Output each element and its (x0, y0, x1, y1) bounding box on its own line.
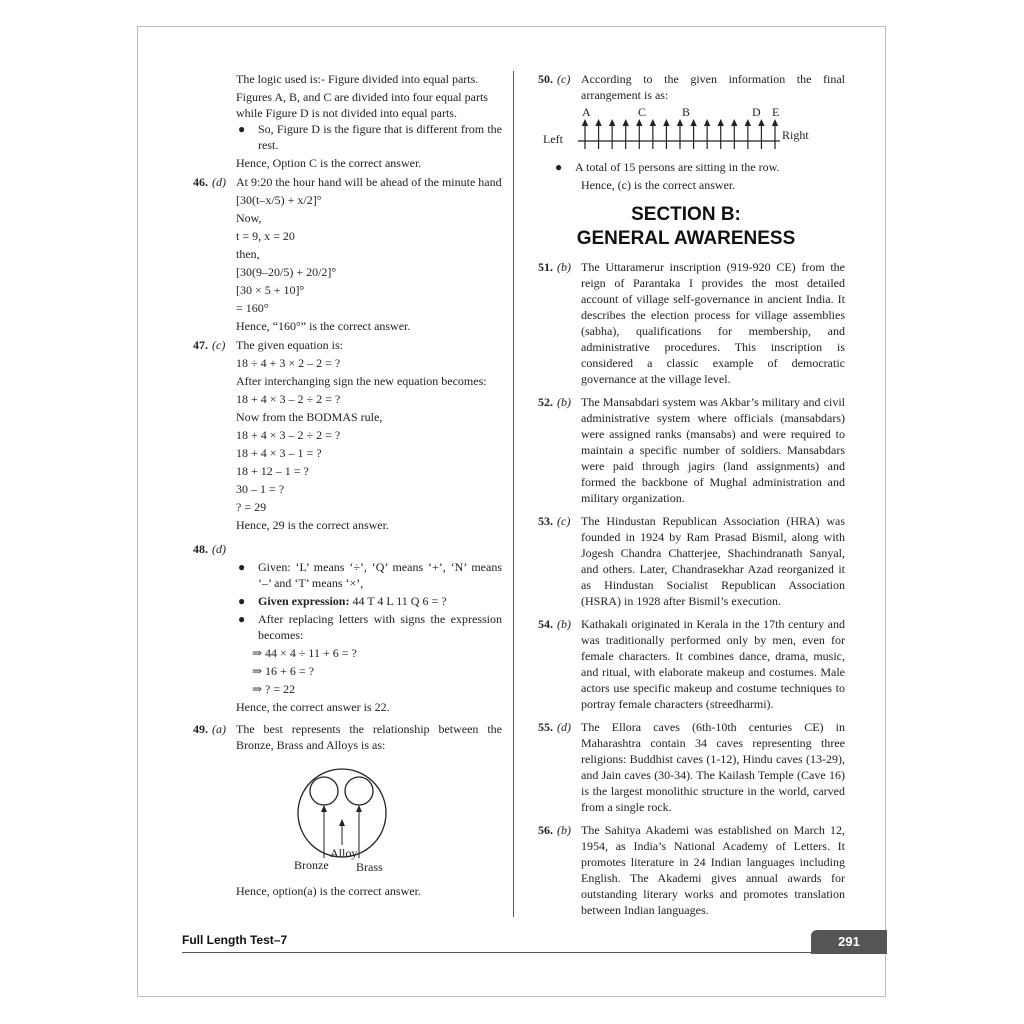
question-number: 52. (538, 395, 553, 409)
column-divider (513, 71, 514, 917)
q50-conclusion: Hence, (c) is the correct answer. (581, 178, 736, 192)
person-arrowhead (663, 119, 669, 126)
question-option: (d) (557, 720, 571, 734)
working-line: 18 ÷ 4 + 3 × 2 – 2 = ? (236, 356, 341, 370)
working-line: After interchanging sign the new equation becomes: (236, 374, 487, 388)
person-arrowhead (718, 119, 724, 126)
person-arrowhead (609, 119, 615, 126)
brass-label: Brass (356, 860, 383, 874)
question-50 (527, 71, 845, 103)
person-arrowhead (772, 119, 778, 126)
person-arrowhead (758, 119, 764, 126)
person-label-c: C (638, 105, 647, 119)
alloy-arrowhead (339, 819, 345, 826)
question-number: 55. (538, 720, 553, 734)
bullet-text: Given: ‘L’ means ‘÷’, ‘Q’ means ‘+’, ‘N’ means ‘–’ and ‘T’ means ‘×’, (258, 560, 502, 590)
question-56 (527, 822, 845, 918)
step-line: ⇒ 44 × 4 ÷ 11 + 6 = ? (252, 646, 357, 660)
person-arrowhead (650, 119, 656, 126)
question-number: 56. (538, 823, 553, 837)
left-column (182, 71, 502, 899)
bullet-bold: Given expression: (258, 594, 350, 608)
question-number: 47. (193, 338, 208, 352)
q48-steps (182, 645, 502, 697)
person-label-a: A (582, 105, 591, 119)
bullet-icon: ● (555, 160, 563, 174)
person-arrowhead (745, 119, 751, 126)
q49-conclusion: Hence, option(a) is the correct answer. (236, 884, 421, 898)
question-46 (182, 174, 502, 190)
question-number: 50. (538, 72, 553, 86)
brass-circle (345, 777, 373, 805)
question-52 (527, 394, 845, 506)
person-arrowhead (704, 119, 710, 126)
working-line: [30(9–20/5) + 20/2]° (236, 265, 337, 279)
intro-bullet (182, 121, 502, 153)
person-arrowhead (582, 119, 588, 126)
bronze-circle (310, 777, 338, 805)
question-option: (d) (212, 542, 226, 556)
page-footer (182, 930, 887, 953)
right-column (527, 71, 845, 918)
question-text: The Ellora caves (6th-10th centuries CE) in Maharashtra contain 34 caves representing three religions: Buddhist caves (1-12), Hindu caves (13-29), and Jain caves (30-34). The Kailash Temple (Cave 16) is the largest monolithic structure in the world, carved from a single rock. (581, 720, 845, 814)
question-48 (182, 541, 502, 557)
working-line: t = 9, x = 20 (236, 229, 295, 243)
seating-diagram (527, 103, 845, 153)
working-line: 30 – 1 = ? (236, 482, 285, 496)
person-label-e: E (772, 105, 780, 119)
question-number: 48. (193, 542, 208, 556)
bullet-icon: ● (238, 594, 246, 608)
footer-label: Full Length Test–7 (182, 933, 288, 947)
q48-conclusion: Hence, the correct answer is 22. (236, 700, 390, 714)
working-line: then, (236, 247, 260, 261)
working-line: 18 + 12 – 1 = ? (236, 464, 309, 478)
question-option: (c) (212, 338, 226, 352)
bullet-icon: ● (238, 122, 246, 136)
question-option: (c) (557, 72, 571, 86)
bullet-icon: ● (238, 612, 246, 626)
page (137, 26, 886, 997)
q48-bullet-2 (182, 593, 502, 609)
step-line: ⇒ ? = 22 (252, 682, 296, 696)
person-arrowhead (690, 119, 696, 126)
working-line: [30(t–x/5) + x/2]° (236, 193, 322, 207)
q48-bullet-1 (182, 559, 502, 591)
question-text: The Uttaramerur inscription (919-920 CE) from the reign of Parantaka I provides the most detailed account of village self-governance in ancient India. It describes the election process for village assemblies (sabha), qualifications for membership, and administrative procedures. This inscription is considered a classic example of democratic governance at the village level. (581, 260, 845, 386)
intro-line-2: Figures A, B, and C are divided into four equal parts while Figure D is not divided into equal parts. (236, 90, 488, 120)
person-arrowhead (623, 119, 629, 126)
question-text: The best represents the relationship between the Bronze, Brass and Alloys is as: (236, 722, 502, 752)
working-line: 18 + 4 × 3 – 2 ÷ 2 = ? (236, 392, 341, 406)
question-51 (527, 259, 845, 387)
working-line: Now from the BODMAS rule, (236, 410, 383, 424)
general-awareness-questions (527, 259, 845, 918)
section-title-line-2: GENERAL AWARENESS (576, 228, 796, 249)
question-option: (d) (212, 175, 226, 189)
question-47 (182, 337, 502, 353)
person-label-d: D (752, 105, 761, 119)
step-line: ⇒ 16 + 6 = ? (252, 664, 314, 678)
question-option: (b) (557, 617, 571, 631)
question-number: 49. (193, 722, 208, 736)
question-text: The Mansabdari system was Akbar’s military and civil administrative system where officials (mansabdars) were assigned ranks (mansabs) and were required to maintain a specific number of soldiers. Mansabdars were paid through jagirs (land assignments) and formed the backbone of Mughal administration and military organization. (581, 395, 845, 505)
working-line: [30 × 5 + 10]° (236, 283, 305, 297)
person-arrowhead (677, 119, 683, 126)
person-label-b: B (682, 105, 691, 119)
question-text: At 9:20 the hour hand will be ahead of the minute hand (236, 175, 502, 189)
question-text: The Hindustan Republican Association (HRA) was founded in 1924 by Ram Prasad Bismil, along with Jogesh Chandra Chatterjee, Shachindranath Sanyal, and others. Later, Chandrasekhar Azad reorganized it as Hindustan Socialist Republican Association (HSRA) in 1928 after Bismil’s execution. (581, 514, 845, 608)
question-number: 54. (538, 617, 553, 631)
q50-bullet (527, 159, 845, 175)
bullet-text: A total of 15 persons are sitting in the row. (575, 160, 780, 174)
q47-working (182, 355, 502, 533)
intro-bullet-text: So, Figure D is the figure that is different from the rest. (258, 122, 502, 152)
question-54 (527, 616, 845, 712)
bullet-icon: ● (238, 560, 246, 574)
question-53 (527, 513, 845, 609)
question-text: The Sahitya Akademi was established on March 12, 1954, as India’s National Academy of Letters. It promotes literature in 24 Indian languages including English. The Akademi gives annual awards for outstanding literary works and promotes translation between Indian languages. (581, 823, 845, 917)
brass-arrowhead (356, 805, 362, 812)
intro-block (182, 71, 502, 121)
bronze-label: Bronze (294, 858, 329, 872)
question-option: (a) (212, 722, 226, 736)
question-option: (c) (557, 514, 571, 528)
question-option: (b) (557, 260, 571, 274)
question-number: 46. (193, 175, 208, 189)
person-arrowhead (731, 119, 737, 126)
working-line: Hence, 29 is the correct answer. (236, 518, 389, 532)
page-number: 291 (811, 930, 887, 954)
question-option: (b) (557, 395, 571, 409)
question-49 (182, 721, 502, 753)
venn-diagram (182, 753, 502, 883)
question-text: Kathakali originated in Kerala in the 17th century and was traditionally performed only by men, even for female characters. It combines dance, drama, music, and ritual, with elaborate makeup and costumes. Male actors use specific makeup and costume techniques to portray female characters (streedharmi). (581, 617, 845, 711)
bullet-rest: 44 T 4 L 11 Q 6 = ? (349, 594, 447, 608)
section-heading (527, 203, 845, 251)
q48-bullet-3 (182, 611, 502, 643)
working-line: = 160° (236, 301, 269, 315)
question-number: 53. (538, 514, 553, 528)
question-text: The given equation is: (236, 338, 343, 352)
question-text: According to the given information the final arrangement is as: (581, 72, 845, 102)
bullet-text (258, 593, 502, 609)
bullet-text: After replacing letters with signs the expression becomes: (258, 612, 502, 642)
right-label: Right (782, 128, 809, 142)
q46-working (182, 192, 502, 334)
working-line: ? = 29 (236, 500, 267, 514)
question-number: 51. (538, 260, 553, 274)
section-title-line-1: SECTION B: (631, 204, 741, 225)
bronze-arrowhead (321, 805, 327, 812)
left-label: Left (543, 132, 563, 146)
working-line: Hence, “160°” is the correct answer. (236, 319, 411, 333)
working-line: 18 + 4 × 3 – 2 ÷ 2 = ? (236, 428, 341, 442)
intro-conclusion: Hence, Option C is the correct answer. (236, 156, 422, 170)
question-option: (b) (557, 823, 571, 837)
person-arrowhead (636, 119, 642, 126)
question-55 (527, 719, 845, 815)
alloy-label: Alloy (330, 846, 358, 860)
working-line: Now, (236, 211, 262, 225)
intro-line-1: The logic used is:- Figure divided into equal parts. (236, 72, 479, 86)
person-arrowhead (595, 119, 601, 126)
working-line: 18 + 4 × 3 – 1 = ? (236, 446, 322, 460)
